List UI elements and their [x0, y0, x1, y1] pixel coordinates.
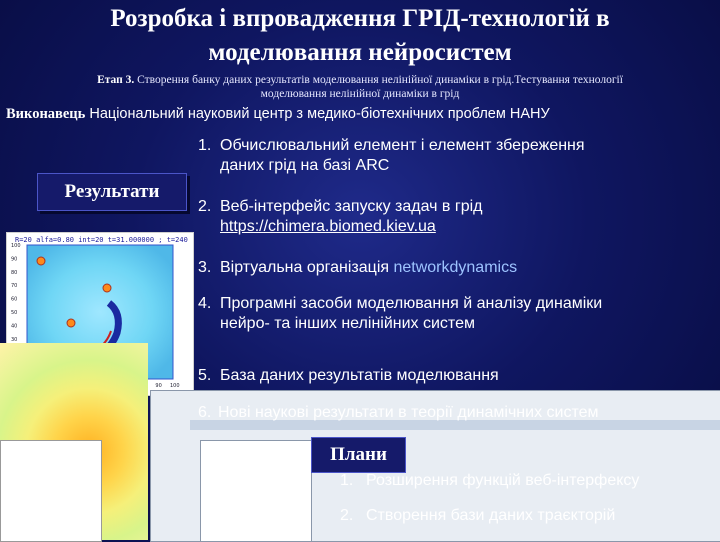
- plan-text: Розширення функцій веб-інтерфексу: [366, 472, 640, 489]
- vo-name: networkdynamics: [393, 259, 518, 276]
- figure-y-tick: 80: [11, 269, 18, 276]
- plan-text: Створення бази даних траєкторій: [366, 507, 616, 524]
- result-number: 5.: [198, 367, 212, 384]
- result-number: 1.: [198, 137, 212, 154]
- result-number: 3.: [198, 259, 212, 276]
- executor-line: [6, 106, 550, 123]
- title-line-2: моделювання нейросистем: [208, 39, 512, 66]
- executor-value: Національний науковий центр з медико-біотехнічних проблем НАНУ: [85, 106, 550, 122]
- figure-y-tick: 50: [11, 310, 18, 316]
- result-text: Віртуальна організація networkdynamics: [220, 259, 518, 276]
- results-heading: Результати: [37, 173, 187, 211]
- result-text: Програмні засоби моделювання й аналізу динаміки нейро- та інших нелінійних систем: [220, 295, 603, 332]
- slide-title: [0, 2, 720, 70]
- result-number: 2.: [198, 198, 212, 215]
- stage-text-2: моделювання нелінійної динаміки в грід: [260, 88, 460, 100]
- figure-y-tick: 40: [11, 323, 18, 330]
- executor-label: Виконавець: [6, 106, 86, 122]
- figure-x-tick: 90: [155, 383, 162, 389]
- trajectory-fragment: [0, 440, 102, 542]
- stage-label: Етап 3.: [97, 74, 135, 86]
- plan-number: 2.: [340, 507, 354, 524]
- figure-y-tick: 30: [11, 336, 18, 343]
- figure-header: R=20 alfa=0.80 int=20 t=31.000000 ; t=240: [15, 236, 188, 244]
- title-line-1: Розробка і впровадження ГРІД-технологій в: [110, 5, 610, 32]
- result-text: Нові наукові результати в теорії динамічних систем: [218, 404, 599, 421]
- result-text: База даних результатів моделювання: [220, 367, 499, 384]
- plans-heading: Плани: [311, 437, 406, 473]
- chimera-link[interactable]: https://chimera.biomed.kiev.ua: [220, 218, 436, 235]
- plot-panel-fragment: [200, 440, 312, 542]
- result-text: Веб-інтерфейс запуску задач в грід https://chimera.biomed.kiev.ua: [220, 198, 483, 235]
- figure-y-tick: 100: [11, 243, 21, 249]
- figure-x-tick: 100: [170, 383, 180, 389]
- result-number: 6.: [198, 404, 212, 421]
- stage-description: [0, 73, 720, 101]
- plan-number: 1.: [340, 472, 354, 489]
- results-list: [198, 136, 718, 431]
- result-number: 4.: [198, 295, 212, 312]
- stage-text-1: Створення банку даних результатів моделювання нелінійної динаміки в грід.Тестування технології: [134, 74, 623, 86]
- figure-y-tick: 70: [11, 283, 18, 290]
- figure-y-tick: 90: [11, 256, 18, 263]
- figure-y-tick: 60: [11, 296, 18, 303]
- plans-list: [340, 471, 715, 536]
- result-text: Обчислювальний елемент і елемент збереження даних грід на базі ARC: [220, 137, 585, 174]
